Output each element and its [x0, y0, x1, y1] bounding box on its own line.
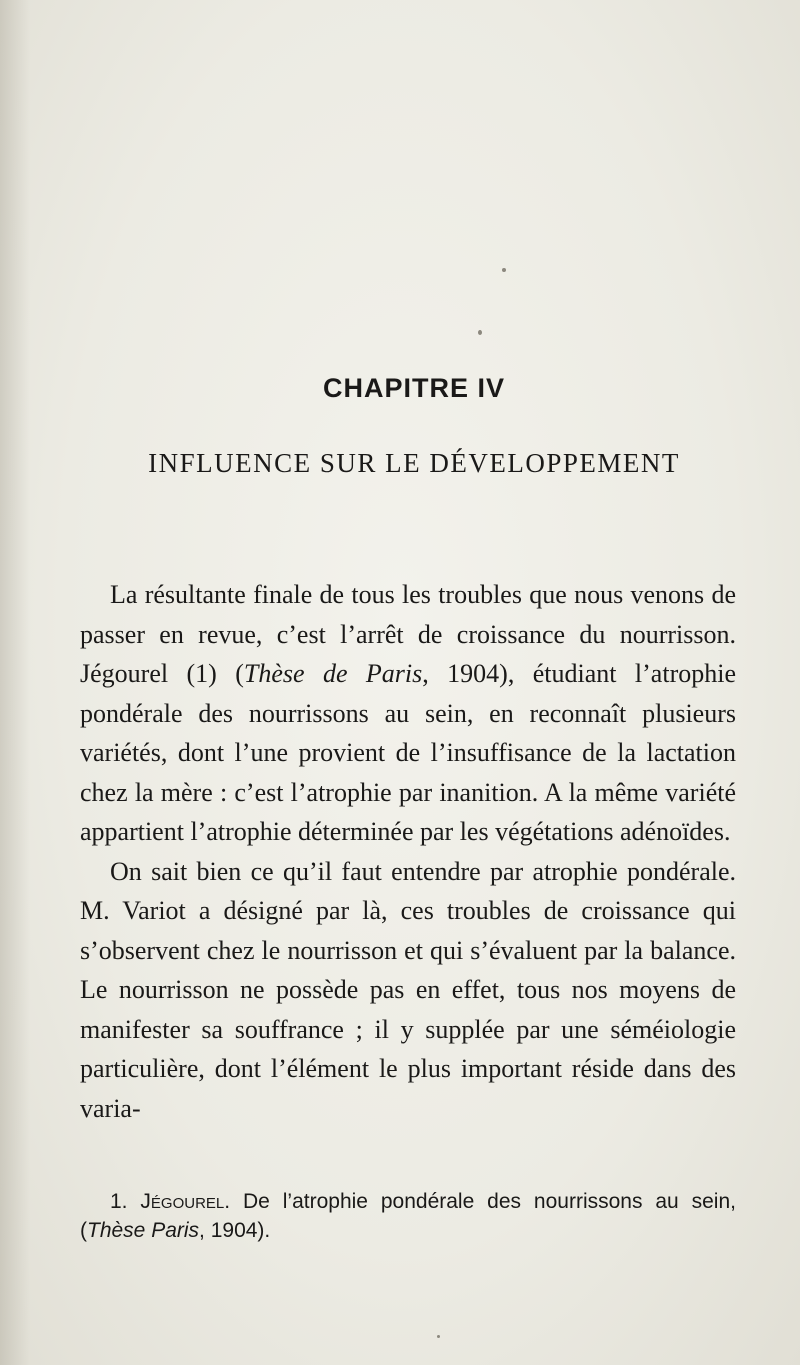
chapter-title: INFLUENCE SUR LE DÉVELOPPEMENT — [148, 448, 680, 478]
paragraph-2: On sait bien ce qu’il faut entendre par atrophie pondérale. M. Variot a désigné par là, ces troubles de croissance qui s’observent chez le nourrisson et qui s’évaluent par la balance. Le nourrisson ne possède pas en effet, tous nos moyens de manifester sa souffrance ; il y supplée par une séméiologie particulière, dont l’élément le plus important réside dans des varia- — [80, 856, 736, 1123]
paper-speck — [437, 1335, 440, 1338]
paper-speck — [478, 330, 482, 335]
page-edge-shadow — [0, 0, 30, 1365]
paragraph-1: La résultante finale de tous les troubles que nous venons de passer en revue, c’est l’arrêt de croissance du nourrisson. Jégourel (1) (Thèse de Paris, 1904), étudiant l’atrophie pondérale des nourrissons au sein, en reconnaît plusieurs variétés, dont l’une provient de l’insuffisance de la lactation chez la mère : c’est l’atrophie par inanition. A la même variété appartient l’atrophie déterminée par les végétations adénoïdes. — [80, 580, 736, 846]
thesis-title-italic: Thèse de Paris — [243, 659, 423, 688]
footnote-author: Jégourel. — [140, 1190, 231, 1213]
body-text — [80, 575, 736, 1128]
chapter-heading: CHAPITRE IV — [322, 373, 506, 403]
footnote-number: 1. — [110, 1190, 128, 1213]
footnote-italic: Thèse Paris — [87, 1219, 200, 1242]
paper-speck — [502, 268, 506, 272]
footnote: 1. Jégourel. De l’atrophie pondérale des nourrissons au sein, (Thèse Paris, 1904). — [80, 1190, 736, 1242]
